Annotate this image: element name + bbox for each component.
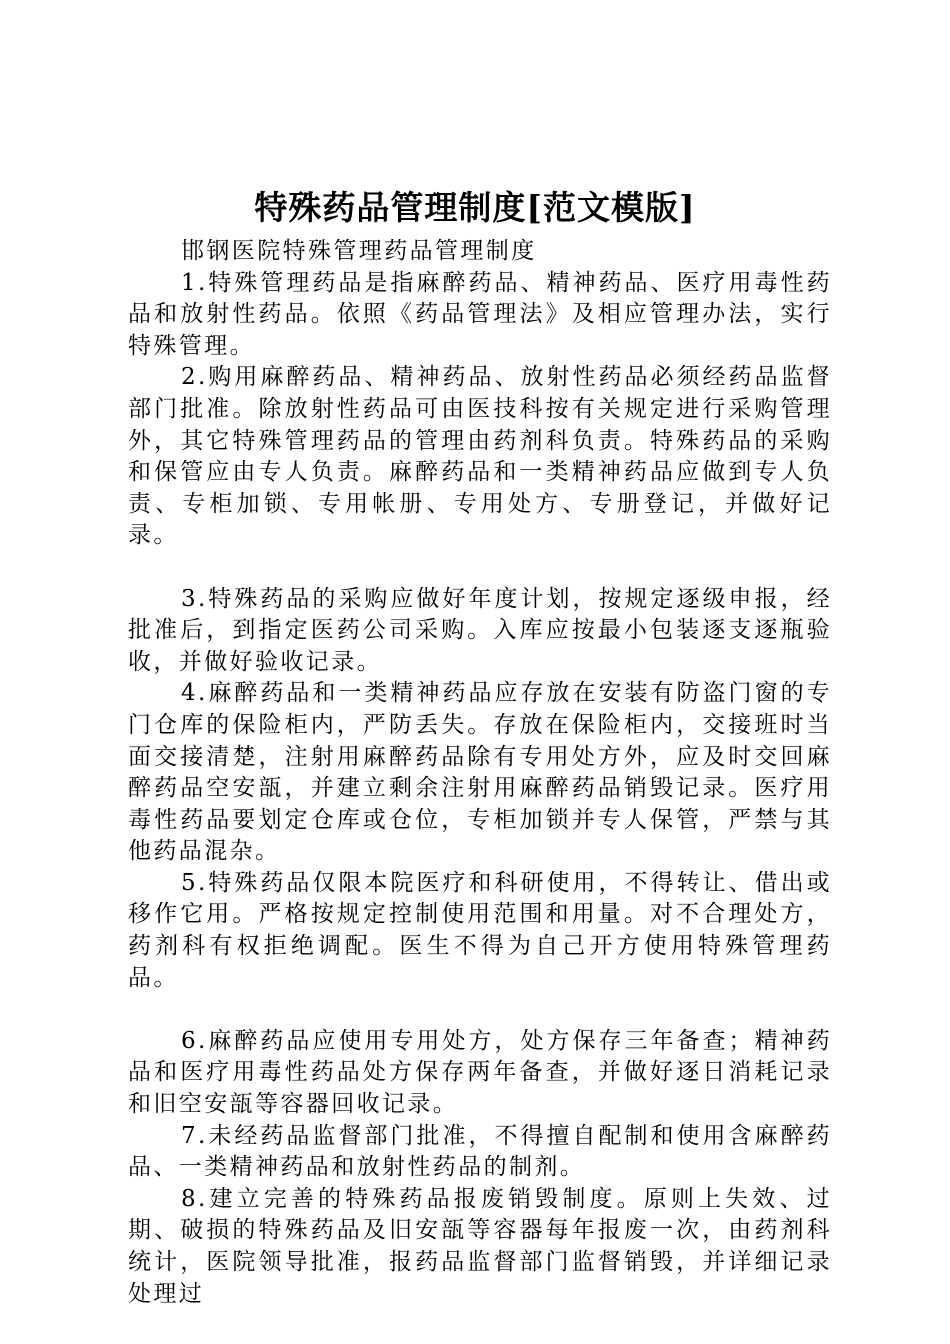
paragraph-7: 7.未经药品监督部门批准，不得擅自配制和使用含麻醉药品、一类精神药品和放射性药品的制剂。: [128, 1122, 832, 1181]
document-body: [128, 236, 832, 1310]
paragraph-3: 3.特殊药品的采购应做好年度计划，按规定逐级申报，经批准后，到指定医药公司采购。入库应按最小包装逐支逐瓶验收，并做好验收记录。: [128, 585, 832, 675]
paragraph-2: 2.购用麻醉药品、精神药品、放射性药品必须经药品监督部门批准。除放射性药品可由医技科按有关规定进行采购管理外，其它特殊管理药品的管理由药剂科负责。特殊药品的采购和保管应由专人负责。麻醉药品和一类精神药品应做到专人负责、专柜加锁、专用帐册、专用处方、专册登记，并做好记录。: [128, 364, 832, 549]
paragraph-6: 6.麻醉药品应使用专用处方，处方保存三年备查；精神药品和医疗用毒性药品处方保存两年备查，并做好逐日消耗记录和旧空安瓿等容器回收记录。: [128, 1027, 832, 1118]
paragraph-8: 8.建立完善的特殊药品报废销毁制度。原则上失效、过期、破损的特殊药品及旧安瓿等容器每年报废一次，由药剂科统计，医院领导批准，报药品监督部门监督销毁，并详细记录处理过: [128, 1185, 832, 1307]
paragraph-1: 1.特殊管理药品是指麻醉药品、精神药品、医疗用毒性药品和放射性药品。依照《药品管理法》及相应管理办法，实行特殊管理。: [128, 269, 832, 359]
document-subtitle: 邯钢医院特殊管理药品管理制度: [181, 238, 537, 264]
document-title: 特殊药品管理制度[范文模版]: [254, 188, 696, 227]
paragraph-4: 4.麻醉药品和一类精神药品应存放在安装有防盗门窗的专门仓库的保险柜内，严防丢失。存放在保险柜内，交接班时当面交接清楚，注射用麻醉药品除有专用处方外，应及时交回麻醉药品空安瓿，并建立剩余注射用麻醉药品销毁记录。医疗用毒性药品要划定仓库或仓位，专柜加锁并专人保管，严禁与其他药品混杂。: [128, 680, 832, 865]
paragraph-5: 5.特殊药品仅限本院医疗和科研使用，不得转让、借出或移作它用。严格按规定控制使用范围和用量。对不合理处方，药剂科有权拒绝调配。医生不得为自己开方使用特殊管理药品。: [128, 869, 832, 991]
